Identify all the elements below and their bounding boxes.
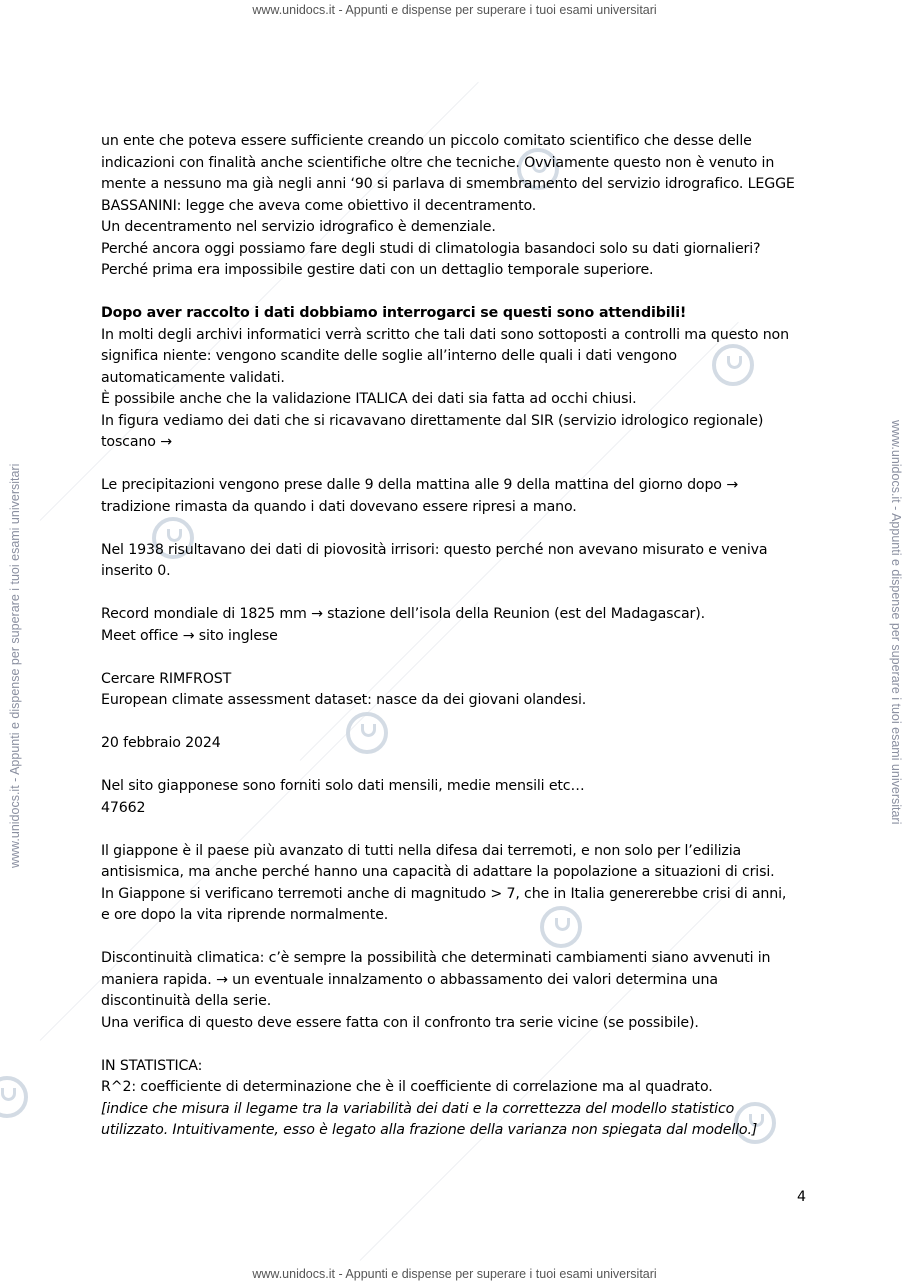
text-line: significa niente: vengono scandite delle soglie all’interno delle quali i dati vengono xyxy=(101,348,677,364)
text-line: un ente che poteva essere sufficiente creando un piccolo comitato scientifico che desse delle xyxy=(101,133,752,149)
text-line: indicazioni con finalità anche scientifiche oltre che tecniche. Ovviamente questo non è venuto in xyxy=(101,154,775,171)
text-line: Nel 1938 risultavano dei dati di piovosità irrisori: questo perché non avevano misurato e veniva xyxy=(101,541,768,558)
document-body xyxy=(101,131,821,1142)
text-line: tradizione rimasta da quando i dati dovevano essere ripresi a mano. xyxy=(101,498,577,515)
text-line: Il giappone è il paese più avanzato di tutti nella difesa dai terremoti, e non solo per l’edilizia xyxy=(101,842,742,859)
text-line: BASSANINI: legge che aveva come obiettivo il decentramento. xyxy=(101,197,537,214)
text-line: Meet office → sito inglese xyxy=(101,627,278,644)
text-line: Perché ancora oggi possiamo fare degli studi di climatologia basandoci solo su dati giornalieri? xyxy=(101,240,761,257)
watermark-footer: www.unidocs.it - Appunti e dispense per superare i tuoi esami universitari xyxy=(252,1267,657,1281)
text-line: Un decentramento nel servizio idrografico è demenziale. xyxy=(101,219,496,235)
watermark-header: www.unidocs.it - Appunti e dispense per superare i tuoi esami universitari xyxy=(252,3,657,17)
text-line: In molti degli archivi informatici verrà scritto che tali dati sono sottoposti a controlli ma questo non xyxy=(101,326,789,343)
text-line: In Giappone si verificano terremoti anche di magnitudo > 7, che in Italia genererebbe crisi di anni, xyxy=(101,885,787,902)
text-line: antisismica, ma anche perché hanno una capacità di adattare la popolazione a situazioni di crisi. xyxy=(101,864,775,880)
watermark-left: www.unidocs.it - Appunti e dispense per superare i tuoi esami universitari xyxy=(8,463,22,868)
italic-note-line: utilizzato. Intuitivamente, esso è legato alla frazione della varianza non spiegata dal modello.] xyxy=(101,1122,758,1138)
text-line: e ore dopo la vita riprende normalmente. xyxy=(101,907,389,923)
text-line: automaticamente validati. xyxy=(101,369,285,386)
section-heading: Dopo aver raccolto i dati dobbiamo interrogarci se questi sono attendibili! xyxy=(101,305,687,321)
text-line: mente a nessuno ma già negli anni ‘90 si parlava di smembramento del servizio idrografico. LEGGE xyxy=(101,176,795,192)
page-number: 4 xyxy=(797,1189,807,1205)
unidocs-logo-icon xyxy=(0,1076,28,1118)
text-line: maniera rapida. → un eventuale innalzamento o abbassamento dei valori determina una xyxy=(101,971,718,988)
text-line: IN STATISTICA: xyxy=(101,1057,203,1074)
text-line: Una verifica di questo deve essere fatta con il confronto tra serie vicine (se possibile). xyxy=(101,1014,699,1031)
text-line: European climate assessment dataset: nasce da dei giovani olandesi. xyxy=(101,692,587,708)
text-line: Record mondiale di 1825 mm → stazione dell’isola della Reunion (est del Madagascar). xyxy=(101,606,705,622)
text-line: Discontinuità climatica: c’è sempre la possibilità che determinati cambiamenti siano avvenuti in xyxy=(101,950,771,966)
text-line: inserito 0. xyxy=(101,563,171,579)
text-line: toscano → xyxy=(101,434,172,450)
date-line: 20 febbraio 2024 xyxy=(101,735,221,751)
text-line: Le precipitazioni vengono prese dalle 9 della mattina alle 9 della mattina del giorno dopo → xyxy=(101,477,738,493)
text-line: È possibile anche che la validazione ITALICA dei dati sia fatta ad occhi chiusi. xyxy=(101,391,637,407)
italic-note-line: [indice che misura il legame tra la variabilità dei dati e la correttezza del modello statistico xyxy=(101,1100,735,1117)
text-line: Perché prima era impossibile gestire dati con un dettaglio temporale superiore. xyxy=(101,262,654,278)
text-line: discontinuità della serie. xyxy=(101,993,272,1009)
text-line: Cercare RIMFROST xyxy=(101,670,232,687)
text-line: R^2: coefficiente di determinazione che è il coefficiente di correlazione ma al quadrato. xyxy=(101,1079,713,1095)
text-line: Nel sito giapponese sono forniti solo dati mensili, medie mensili etc… xyxy=(101,778,585,794)
watermark-right: www.unidocs.it - Appunti e dispense per superare i tuoi esami universitari xyxy=(889,420,903,825)
text-line: In figura vediamo dei dati che si ricavavano direttamente dal SIR (servizio idrologico regionale) xyxy=(101,412,764,429)
text-line: 47662 xyxy=(101,799,146,816)
